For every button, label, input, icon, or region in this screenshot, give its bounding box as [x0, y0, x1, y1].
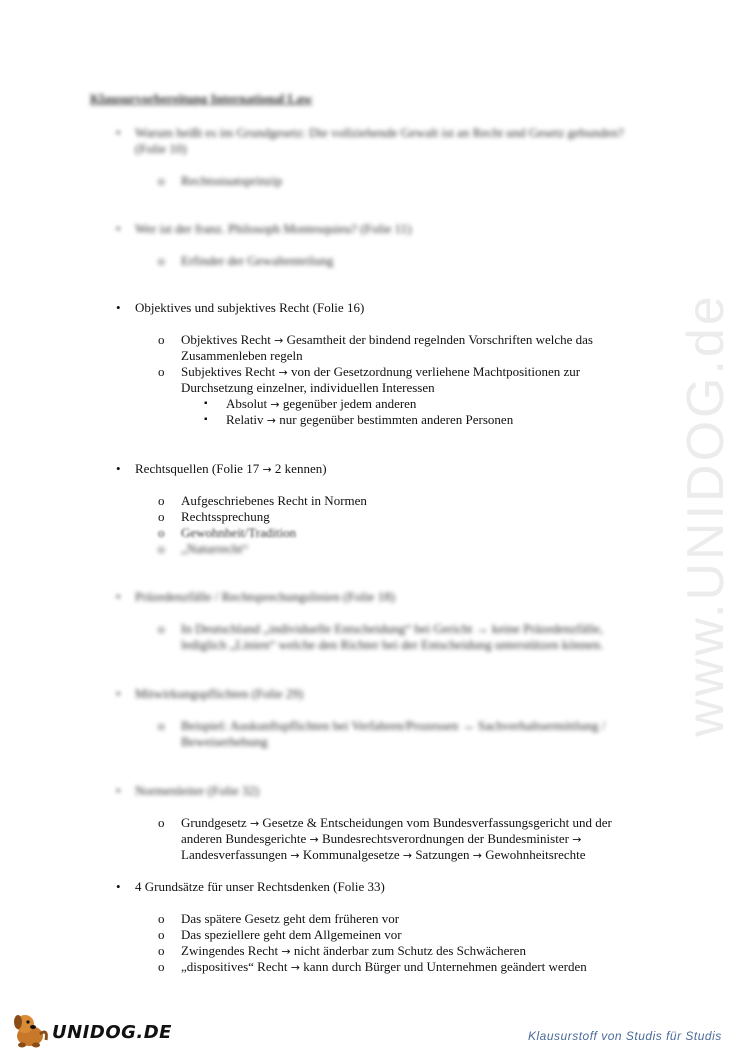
dog-icon	[10, 1010, 52, 1050]
bullet-square: ▪	[204, 414, 208, 425]
item-7-line-3: Landesverfassungen → Kommunalgesetze → Satzungen → Gewohnheitsrechte	[181, 847, 586, 862]
bullet-circle: o	[158, 364, 165, 379]
unidog-logo[interactable]	[10, 1010, 180, 1054]
document-title: Klausurvorbereitung International Law	[90, 91, 313, 106]
item-7-text: Normenleiter (Folie 32)	[135, 783, 260, 798]
footer-tagline: Klausurstoff von Studis für Studis	[528, 1029, 722, 1043]
bullet-circle: o	[158, 718, 165, 733]
item-1-text: Warum heißt es im Grundgesetz: Die vollziehende Gewalt ist an Recht und Gesetz gebunden?	[135, 125, 624, 140]
arrow-icon: →	[278, 366, 288, 379]
bullet-disc: •	[116, 589, 121, 604]
bullet-circle: o	[158, 541, 165, 556]
bullet-circle: o	[158, 911, 165, 926]
bullet-circle: o	[158, 332, 165, 347]
arrow-icon: →	[402, 849, 413, 862]
item-6-sub: Beispiel: Auskunftspflichten bei Verfahren/Prozessen → Sachverhaltsermittlung /	[181, 718, 606, 733]
bullet-circle: o	[158, 525, 165, 540]
item-5-text: Präzedenzfälle / Rechtsprechungslinien (Folie 18)	[135, 589, 395, 604]
item-4-sub-3: Gewohnheit/Tradition	[181, 525, 297, 540]
item-4-sub-4: „Naturrecht“	[181, 541, 249, 556]
item-1-sub: Rechtsstaatsprinzip	[181, 173, 283, 188]
item-8-sub-4: „dispositives“ Recht → kann durch Bürger und Unternehmen geändert werden	[181, 959, 587, 974]
arrow-icon: →	[270, 398, 280, 411]
bullet-disc: •	[116, 125, 121, 140]
logo-text: UNIDOG.DE	[52, 1022, 172, 1043]
item-2-sub: Erfinder der Gewaltenteilung	[181, 253, 334, 268]
arrow-icon: →	[290, 849, 300, 862]
bullet-circle: o	[158, 927, 165, 942]
arrow-icon: →	[266, 414, 277, 427]
item-7-line-1: Grundgesetz → Gesetze & Entscheidungen vom Bundesverfassungsgericht und der	[181, 815, 612, 830]
arrow-icon: →	[249, 817, 260, 830]
item-5-sub-cont: lediglich „Linien“ welche den Richter bei der Entscheidung unterstützen können.	[181, 637, 604, 652]
arrow-icon: →	[572, 833, 582, 846]
item-4-text: Rechtsquellen (Folie 17 → 2 kennen)	[135, 461, 327, 476]
watermark: www.UNIDOG.de	[677, 293, 735, 737]
item-4-sub-2: Rechtssprechung	[181, 509, 270, 524]
item-6-text: Mitwirkungspflichten (Folie 29)	[135, 686, 304, 701]
bullet-circle: o	[158, 493, 165, 508]
bullet-disc: •	[116, 783, 121, 798]
item-4-sub-1: Aufgeschriebenes Recht in Normen	[181, 493, 367, 508]
item-1-text-cont: (Folie 10)	[135, 141, 187, 156]
arrow-icon: →	[290, 961, 300, 974]
item-7-line-2: anderen Bundesgerichte → Bundesrechtsverordnungen der Bundesminister →	[181, 831, 582, 846]
bullet-circle: o	[158, 253, 165, 268]
bullet-circle: o	[158, 509, 165, 524]
bullet-square: ▪	[204, 398, 208, 409]
bullet-circle: o	[158, 621, 165, 636]
bullet-disc: •	[116, 686, 121, 701]
item-8-sub-1: Das spätere Gesetz geht dem früheren vor	[181, 911, 400, 926]
bullet-disc: •	[116, 461, 121, 476]
bullet-disc: •	[116, 221, 121, 236]
bullet-circle: o	[158, 173, 165, 188]
item-8-sub-2: Das speziellere geht dem Allgemeinen vor	[181, 927, 402, 942]
item-3-sub-b-cont: Durchsetzung einzelner, individuellen Interessen	[181, 380, 435, 395]
item-2-text: Wer ist der franz. Philosoph Montesquieu? (Folie 11)	[135, 221, 412, 236]
bullet-circle: o	[158, 815, 165, 830]
item-3-text: Objektives und subjektives Recht (Folie 16)	[135, 300, 365, 315]
item-8-text: 4 Grundsätze für unser Rechtsdenken (Folie 33)	[135, 879, 385, 894]
item-3-sq-2: Relativ → nur gegenüber bestimmten anderen Personen	[226, 412, 514, 427]
item-3-sub-b: Subjektives Recht → von der Gesetzordnung verliehene Machtpositionen zur	[181, 364, 581, 379]
bullet-circle: o	[158, 959, 165, 974]
bullet-circle: o	[158, 943, 165, 958]
arrow-icon: →	[472, 849, 482, 862]
item-3-sub-a: Objektives Recht → Gesamtheit der bindend regelnden Vorschriften welche das	[181, 332, 593, 347]
bullet-disc: •	[116, 879, 121, 894]
arrow-icon: →	[309, 833, 319, 846]
item-5-sub: In Deutschland „individuelle Entscheidung“ bei Gericht → keine Präzedenzfälle,	[181, 621, 603, 636]
item-3-sub-a-cont: Zusammenleben regeln	[181, 348, 303, 363]
item-8-sub-3: Zwingendes Recht → nicht änderbar zum Schutz des Schwächeren	[181, 943, 526, 958]
bullet-disc: •	[116, 300, 121, 315]
arrow-icon: →	[281, 945, 291, 958]
item-6-sub-cont: Beweiserhebung	[181, 734, 268, 749]
arrow-icon: →	[274, 334, 284, 347]
arrow-icon: →	[262, 463, 272, 476]
item-3-sq-1: Absolut → gegenüber jedem anderen	[226, 396, 417, 411]
